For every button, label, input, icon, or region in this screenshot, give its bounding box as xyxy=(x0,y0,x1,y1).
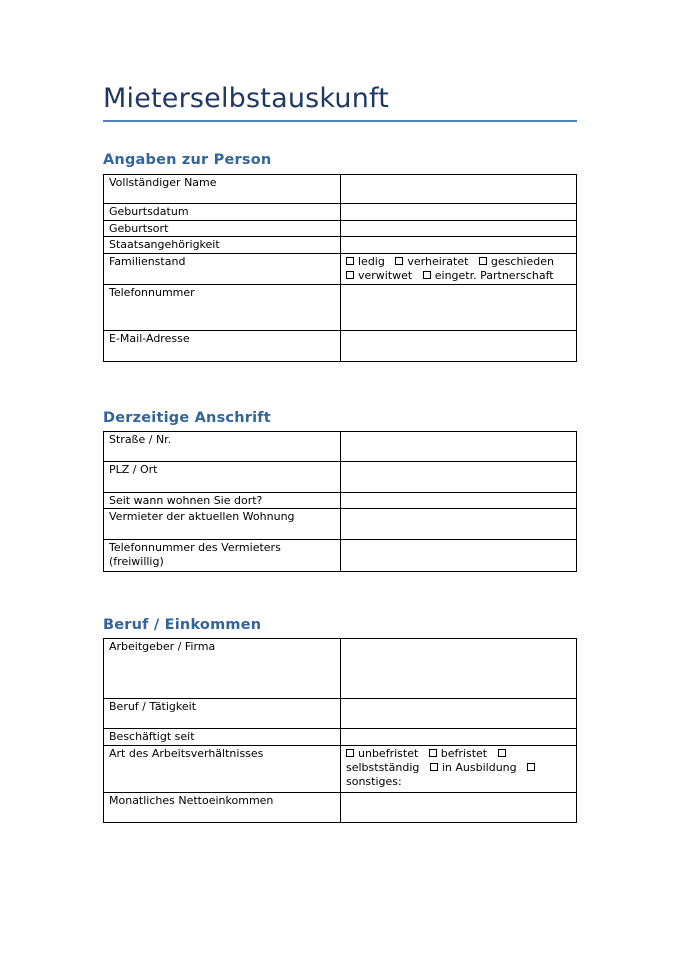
input-beschaeftigt-seit[interactable] xyxy=(341,729,577,746)
field-label-vermieter-aktuelle-wohnung: Vermieter der aktuellen Wohnung xyxy=(104,509,341,540)
checkbox-in-ausbildung[interactable] xyxy=(430,763,438,771)
field-label-beschaeftigt-seit: Beschäftigt seit xyxy=(104,729,341,746)
option-label-befristet: befristet xyxy=(440,746,488,760)
familienstand-options-line-1 xyxy=(346,255,571,269)
option-label-eingetr-partnerschaft: eingetr. Partnerschaft xyxy=(434,268,554,282)
field-label-strasse-nr: Straße / Nr. xyxy=(104,431,341,461)
checkbox-verheiratet[interactable] xyxy=(395,257,403,265)
option-label-ledig: ledig xyxy=(358,254,385,268)
input-staatsangehoerigkeit[interactable] xyxy=(341,237,577,254)
input-arbeitgeber-firma[interactable] xyxy=(341,639,577,699)
arbeitsverhaeltnis-options-line-2 xyxy=(346,761,571,775)
table-row xyxy=(104,745,577,792)
option-label-unbefristet: unbefristet xyxy=(358,746,419,760)
field-label-telefon-vermieter: Telefonnummer des Vermieters (freiwillig) xyxy=(104,540,341,572)
table-row xyxy=(104,540,577,572)
table-row xyxy=(104,237,577,254)
field-label-geburtsort: Geburtsort xyxy=(104,220,341,237)
familienstand-options-cell xyxy=(341,253,577,284)
table-row xyxy=(104,204,577,221)
option-label-sonstiges: sonstiges: xyxy=(346,774,402,788)
familienstand-options-line-2 xyxy=(346,269,571,283)
checkbox-sonstiges[interactable] xyxy=(527,763,535,771)
table-row xyxy=(104,253,577,284)
checkbox-selbststaendig[interactable] xyxy=(498,749,506,757)
checkbox-ledig[interactable] xyxy=(346,257,354,265)
section-heading-current-address: Derzeitige Anschrift xyxy=(103,409,271,426)
table-row xyxy=(104,792,577,822)
field-label-familienstand: Familienstand xyxy=(104,253,341,284)
input-seit-wann[interactable] xyxy=(341,492,577,509)
section-heading-personal: Angaben zur Person xyxy=(103,152,272,168)
field-label-beruf-taetigkeit: Beruf / Tätigkeit xyxy=(104,699,341,729)
checkbox-verwitwet[interactable] xyxy=(346,271,354,279)
field-label-email-adresse: E-Mail-Adresse xyxy=(104,330,341,361)
table-row xyxy=(104,175,577,204)
input-nettoeinkommen[interactable] xyxy=(341,792,577,822)
field-label-geburtsdatum: Geburtsdatum xyxy=(104,204,341,221)
section-heading-occupation-income: Beruf / Einkommen xyxy=(103,617,262,633)
current-address-table xyxy=(103,431,577,573)
option-label-verheiratet: verheiratet xyxy=(407,254,469,268)
option-label-verwitwet: verwitwet xyxy=(358,268,413,282)
field-label-staatsangehoerigkeit: Staatsangehörigkeit xyxy=(104,237,341,254)
input-geburtsdatum[interactable] xyxy=(341,204,577,221)
table-row xyxy=(104,699,577,729)
checkbox-eingetr-partnerschaft[interactable] xyxy=(423,271,431,279)
document-title: Mieterselbstauskunft xyxy=(103,83,390,114)
option-label-in-ausbildung: in Ausbildung xyxy=(441,760,517,774)
arbeitsverhaeltnis-options-line-1 xyxy=(346,747,571,761)
field-label-art-arbeitsverhaeltnis: Art des Arbeitsverhältnisses xyxy=(104,745,341,792)
input-strasse-nr[interactable] xyxy=(341,431,577,461)
option-label-selbststaendig: selbstständig xyxy=(346,760,420,774)
table-row xyxy=(104,461,577,492)
table-row xyxy=(104,492,577,509)
table-row xyxy=(104,431,577,461)
option-label-geschieden: geschieden xyxy=(490,254,554,268)
field-label-nettoeinkommen: Monatliches Nettoeinkommen xyxy=(104,792,341,822)
occupation-income-table xyxy=(103,638,577,823)
table-row xyxy=(104,284,577,330)
input-beruf-taetigkeit[interactable] xyxy=(341,699,577,729)
title-block xyxy=(103,0,577,122)
field-label-telefonnummer: Telefonnummer xyxy=(104,284,341,330)
table-row xyxy=(104,220,577,237)
table-row xyxy=(104,330,577,361)
checkbox-geschieden[interactable] xyxy=(479,257,487,265)
field-label-arbeitgeber-firma: Arbeitgeber / Firma xyxy=(104,639,341,699)
input-email-adresse[interactable] xyxy=(341,330,577,361)
input-plz-ort[interactable] xyxy=(341,461,577,492)
checkbox-befristet[interactable] xyxy=(429,749,437,757)
field-label-seit-wann: Seit wann wohnen Sie dort? xyxy=(104,492,341,509)
input-vollstaendiger-name[interactable] xyxy=(341,175,577,204)
checkbox-unbefristet[interactable] xyxy=(346,749,354,757)
arbeitsverhaeltnis-options-cell xyxy=(341,745,577,792)
input-vermieter-aktuelle-wohnung[interactable] xyxy=(341,509,577,540)
field-label-plz-ort: PLZ / Ort xyxy=(104,461,341,492)
table-row xyxy=(104,729,577,746)
personal-info-table xyxy=(103,174,577,362)
input-telefon-vermieter[interactable] xyxy=(341,540,577,572)
input-geburtsort[interactable] xyxy=(341,220,577,237)
arbeitsverhaeltnis-options-line-3 xyxy=(346,775,571,789)
table-row xyxy=(104,509,577,540)
field-label-vollstaendiger-name: Vollständiger Name xyxy=(104,175,341,204)
table-row xyxy=(104,639,577,699)
input-telefonnummer[interactable] xyxy=(341,284,577,330)
